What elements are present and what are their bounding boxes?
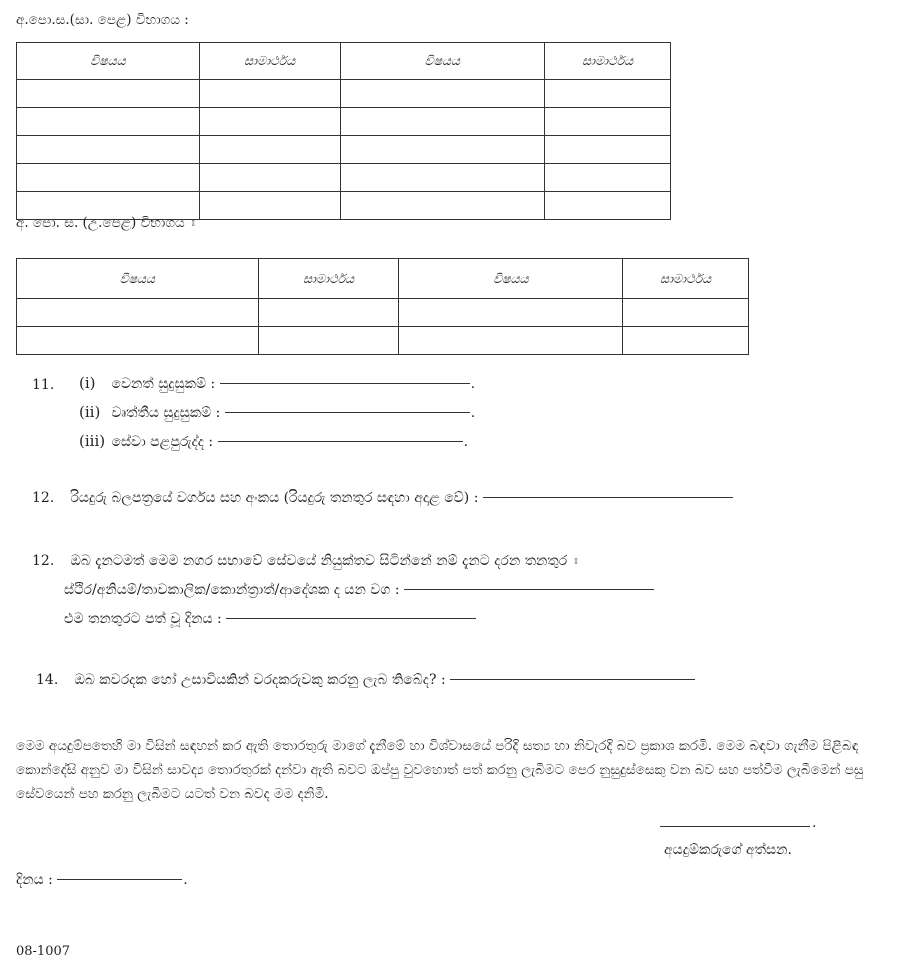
header-subject: විෂයය [340,43,545,80]
q12-current-employment [32,553,578,569]
subject-cell[interactable] [340,108,545,136]
table-row [17,108,671,136]
question-intro: ඔබ දැනටමත් මෙම නගර සභාවේ සේවයේ නියුක්තව සිටින්නේ නම් දැනට දරන තනතුර ඃ [70,553,578,569]
declaration-paragraph: මෙම අයදුම්පතෙහි මා විසින් සඳහන් කර ඇති තොරතුරු මාගේ දැනීමේ හා විශ්වාසයේ පරිදි සත්‍ය හා නිවැරදි බව ප්‍රකාශ කරමි. මෙම බඳවා ගැනීම පිළිබඳ කොන්දේසි අනුව මා විසින් සාවද්‍ය තොරතුරක් දන්වා ඇති බවට ඔප්පු වුවහොත් පත් කරනු ලැබීමට පෙර නුසුදුස්සෙකු වන බව සහ පත්වීම ලැබීමෙන් පසු සේවයෙන් පහ කරනු ලැබීමට යටත් වන බවද මම දනිමි. [16,738,864,802]
signature-label: අයදුම්කරුගේ අත්සන. [664,842,792,858]
subject-cell[interactable] [17,299,259,327]
professional-qualifications-line[interactable] [225,411,470,413]
q11-item-other-qualifications: (i) වෙනත් සුදුසුකම් : . [79,374,476,392]
grade-cell[interactable] [545,108,671,136]
other-qualifications-line[interactable] [220,382,470,384]
table-header-row [17,43,671,80]
date-label: දිනය : [16,872,53,888]
subject-cell[interactable] [17,108,200,136]
subject-cell[interactable] [340,192,545,220]
item-label: වෙනත් සුදුසුකම් : [111,376,216,392]
driving-licence-line[interactable] [483,496,733,498]
grade-cell[interactable] [545,164,671,192]
date-field: දිනය : . [16,872,188,888]
table-row [17,327,749,355]
item-numeral: (ii) [79,403,101,421]
q11-item-professional-qualifications: (ii) වෘත්තීය සුදුසුකම් : . [79,403,476,421]
grade-cell[interactable] [545,136,671,164]
subject-cell[interactable] [17,327,259,355]
item-numeral: (iii) [79,432,106,450]
subject-cell[interactable] [399,327,623,355]
q12-driving-licence [32,490,733,506]
question-label: රියදුරු බලපත්‍රයේ වර්ගය සහ අංකය (රියදුරු තනතුර සඳහා අදාළ වේ) : [70,490,479,506]
q11-number: 11. [32,377,55,393]
al-section-title: අ. පො. ස. (උ.පෙළ) විභාගය ඃ [16,215,195,231]
item-label: වෘත්තීය සුදුසුකම් : [111,405,221,421]
table-row [17,299,749,327]
header-grade: සාමාර්ථය [199,43,340,80]
question-label: එම තනතුරට පත් වූ දිනය : [64,611,222,627]
header-grade: සාමාර්ථය [623,259,749,299]
table-row [17,80,671,108]
header-grade: සාමාර්ථය [545,43,671,80]
subject-cell[interactable] [340,80,545,108]
table-row [17,136,671,164]
header-subject: විෂයය [17,259,259,299]
subject-cell[interactable] [17,164,200,192]
subject-cell[interactable] [340,136,545,164]
q12-appointment-date [64,611,476,627]
grade-cell[interactable] [199,164,340,192]
grade-cell[interactable] [623,327,749,355]
question-number: 12. [32,553,55,569]
question-number: 14. [36,672,59,688]
subject-cell[interactable] [17,80,200,108]
item-numeral: (i) [79,374,96,392]
header-subject: විෂයය [17,43,200,80]
header-subject: විෂයය [399,259,623,299]
ol-results-table [16,42,671,220]
q14-conviction [36,672,695,688]
ol-section-title: අ.පො.ස.(සා. පෙළ) විභාගය : [16,12,189,28]
question-label: ඔබ කවරදක හෝ උසාවියකින් වරදකරුවකු කරනු ලැබ තිබේද? : [74,672,446,688]
grade-cell[interactable] [199,192,340,220]
question-number: 12. [32,490,55,506]
table-row [17,164,671,192]
item-label: සේවා පළපුරුද්ද : [111,434,214,450]
grade-cell[interactable] [623,299,749,327]
grade-cell[interactable] [199,136,340,164]
grade-cell[interactable] [258,327,399,355]
question-label: ස්ථිර/අනියම්/තාවකාලික/කොන්ත්‍රාත්/ආදේශක ද යන වග : [64,582,400,598]
grade-cell[interactable] [199,80,340,108]
employment-type-line[interactable] [404,588,654,590]
signature-line-dot: . [812,815,817,831]
q12-employment-type [64,582,654,598]
grade-cell[interactable] [545,80,671,108]
q11-item-service-experience: (iii) සේවා පළපුරුද්ද : . [79,432,469,450]
subject-cell[interactable] [399,299,623,327]
footer-code: 08-1007 [16,944,71,959]
subject-cell[interactable] [340,164,545,192]
appointment-date-line[interactable] [226,617,476,619]
header-grade: සාමාර්ථය [258,259,399,299]
subject-cell[interactable] [17,136,200,164]
date-line[interactable] [57,878,182,880]
table-header-row [17,259,749,299]
al-results-table [16,258,749,355]
service-experience-line[interactable] [218,440,463,442]
signature-line[interactable] [660,826,810,827]
grade-cell[interactable] [199,108,340,136]
grade-cell[interactable] [258,299,399,327]
conviction-line[interactable] [450,678,695,680]
grade-cell[interactable] [545,192,671,220]
